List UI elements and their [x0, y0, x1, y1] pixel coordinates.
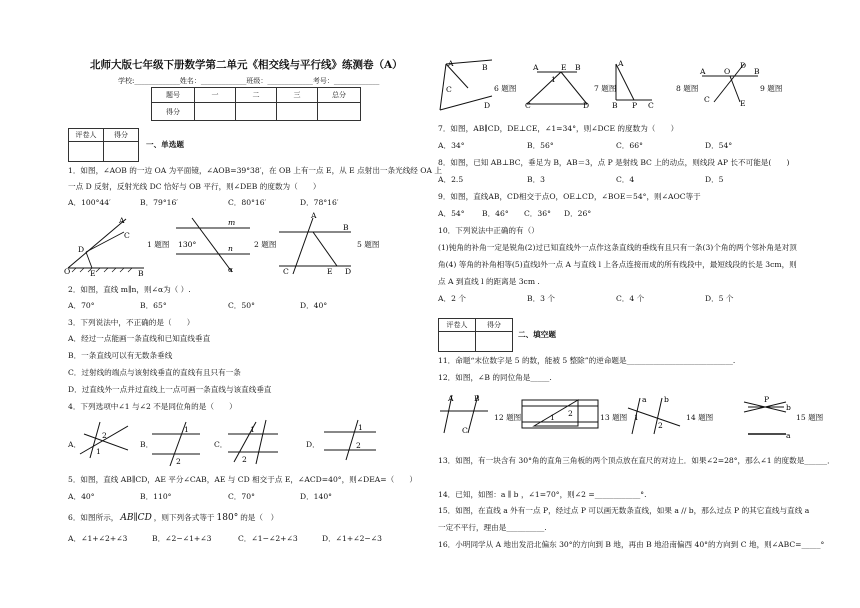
label-a: A [311, 211, 317, 220]
label-c: C [525, 101, 531, 110]
figure-q8 [612, 60, 654, 110]
q10-line3: 点 A 到直线 l 的距离是 3cm . [438, 277, 540, 286]
figure-q5-parallel [275, 211, 353, 276]
grader-table [68, 128, 139, 162]
label-a: A [618, 59, 624, 68]
q4-option-b[interactable]: B． [140, 440, 154, 449]
q4-option-d[interactable]: D． [306, 440, 320, 449]
figure-q14 [628, 394, 682, 438]
q5-option-c[interactable]: C．70° [228, 492, 255, 501]
q2-option-b[interactable]: B．65° [140, 301, 167, 310]
score-table [151, 87, 361, 121]
grader-score-cell[interactable] [104, 142, 139, 162]
q2-option-c[interactable]: C．50° [228, 301, 255, 310]
label-d: D [78, 245, 85, 254]
score-cell[interactable] [318, 103, 361, 121]
angle-2: 2 [568, 409, 573, 418]
angle-1: 1 [96, 447, 101, 456]
q1-option-b[interactable]: B．79°16′ [140, 198, 179, 207]
score-header: 题号 [152, 88, 195, 103]
angle-1: 1 [358, 423, 363, 432]
figure-q2-parallel [172, 216, 252, 276]
score-cell[interactable] [236, 103, 277, 121]
label-e: E [90, 269, 96, 278]
q16-text: 16．小明同学从 A 地出发沿北偏东 30°的方向到 B 地，再由 B 地沿南偏西 40°的方向到 C 地，则∠ABC=_____° [438, 540, 825, 549]
grader-cell[interactable] [439, 332, 476, 352]
q1-text: 1．如图，∠AOB 的一边 OA 为平面镜，∠AOB=39°38′，在 OB 上有一点 E，从 E 点射出一条光线经 OA 上 [68, 166, 443, 175]
q8-option-b[interactable]: B．3 [527, 175, 546, 184]
score-header: 一 [195, 88, 236, 103]
angle-1: 1 [550, 413, 555, 422]
q4-figure-b [152, 420, 202, 468]
q7-option-c[interactable]: C．66° [616, 141, 643, 150]
label-b: B [575, 63, 581, 72]
q6-option-a[interactable]: A．∠1+∠2+∠3 [68, 534, 128, 543]
q6-text [68, 513, 278, 523]
q8-text: 8．如图，已知 AB⊥BC，垂足为 B，AB＝3，点 P 是射线 BC 上的动点，则线段 AP 长不可能是( ) [438, 158, 790, 167]
label-a: A [448, 59, 454, 68]
q11-text: 11．命题“末位数字是 5 的数，能被 5 整除”的逆命题是____________________________. [438, 356, 736, 365]
label-a: A [533, 63, 539, 72]
label-c: C [124, 231, 130, 240]
q8-option-a[interactable]: A．2.5 [438, 175, 464, 184]
q1-option-a[interactable]: A．100°44′ [68, 198, 111, 207]
fig8-caption: 8 题图 [676, 84, 699, 93]
q1-option-c[interactable]: C．80°16′ [228, 198, 267, 207]
figure-q13 [520, 396, 600, 434]
score-header: 二 [236, 88, 277, 103]
figure-q15 [742, 394, 792, 440]
label-a: A [448, 394, 454, 403]
q10-option-b[interactable]: B．3 个 [527, 294, 556, 303]
fig15-caption: 15 题图 [796, 413, 824, 422]
q6-option-d[interactable]: D．∠1+∠2−∠3 [322, 534, 382, 543]
q15-line1: 15．如图，在直线 a 外有一点 P，经过点 P 可以画无数条直线，如果 a // b，那么过点 P 的其它直线与直线 a [438, 506, 810, 515]
angle-1: 1 [634, 413, 639, 422]
q1-option-d[interactable]: D．78°16′ [300, 198, 339, 207]
angle-2: 2 [356, 441, 361, 450]
q2-option-d[interactable]: D．40° [300, 301, 328, 310]
label-line-a: a [786, 431, 791, 440]
q4-option-c[interactable]: C． [214, 440, 228, 449]
q10-option-d[interactable]: D．5 个 [705, 294, 734, 303]
label-b: B [138, 269, 144, 278]
q10-option-c[interactable]: C．4 个 [616, 294, 645, 303]
q13-text: 13．如图，有一块含有 30°角的直角三角板的两个顶点放在直尺的对边上．如果∠2=28°，那么∠1 的度数是______． [438, 456, 835, 465]
q5-option-d[interactable]: D．140° [300, 492, 332, 501]
label-o: O [724, 67, 731, 76]
angle-1: 1 [250, 425, 255, 434]
q5-text: 5．如图，直线 AB∥CD，AE 平分∠CAB，AE 与 CD 相交于点 E，∠ACD=40°，则∠DEA=（ ） [68, 475, 417, 484]
figure-q12 [438, 393, 490, 435]
label-b: B [343, 223, 349, 232]
angle-2: 2 [102, 431, 107, 440]
figure-q6 [438, 58, 494, 114]
section-fill-blank: 二、填空题 [518, 330, 556, 339]
label-a: A [119, 216, 125, 225]
q4-figure-a [80, 420, 130, 460]
q10-option-a[interactable]: A．2 个 [438, 294, 466, 303]
q4-text: 4．下列选项中∠1 与∠2 不是同位角的是（ ） [68, 402, 237, 411]
fig14-caption: 14 题图 [686, 413, 714, 422]
label-130: 130° [178, 240, 197, 249]
fig7-caption: 7 题图 [594, 84, 617, 93]
label-a: A [700, 67, 706, 76]
angle-1: 1 [551, 75, 556, 84]
q4-option-a[interactable]: A． [68, 440, 82, 449]
q7-option-b[interactable]: B．56° [527, 141, 554, 150]
label-c: C [283, 267, 289, 276]
score-cell[interactable] [195, 103, 236, 121]
exam-title: 北师大版七年级下册数学第二单元《相交线与平行线》练测卷（A） [90, 59, 403, 71]
figure-q1-mirror [64, 214, 144, 276]
q6-pre: 6．如图所示， [68, 513, 119, 522]
q7-option-d[interactable]: D．54° [705, 141, 733, 150]
q3-option-a[interactable]: A．经过一点能画一条直线和已知直线垂直 [68, 334, 211, 343]
label-e: E [327, 267, 333, 276]
q3-option-c[interactable]: C．过射线的端点与该射线垂直的直线有且只有一条 [68, 368, 241, 377]
q1-text-2: 一点 D 反射，反射光线 DC 恰好与 OB 平行，则∠DEB 的度数为（ ） [68, 182, 321, 191]
q7-text: 7．如图，AB∥CD，DE⊥CE，∠1=34°，则∠DCE 的度数为（ ） [438, 124, 679, 133]
label-o: O [64, 267, 71, 276]
label-d: D [740, 61, 747, 70]
score-header: 总分 [318, 88, 361, 103]
label-c: C [648, 101, 654, 110]
label-b: B [754, 67, 760, 76]
grader-table-2 [438, 318, 513, 352]
label-d: D [583, 101, 590, 110]
label-b: B [612, 101, 618, 110]
angle-2: 2 [658, 421, 663, 430]
label-d: D [345, 267, 352, 276]
label-b: B [474, 394, 480, 403]
figure-q7 [525, 62, 589, 108]
q8-option-c[interactable]: C．4 [616, 175, 635, 184]
label-d: D [484, 101, 491, 110]
grader-cell[interactable] [69, 142, 104, 162]
label-b: B [482, 63, 488, 72]
label-c: C [446, 85, 452, 94]
q9-option-c[interactable]: C．36° [524, 209, 551, 218]
q3-option-b[interactable]: B．一条直线可以有无数条垂线 [68, 351, 173, 360]
score-header: 三 [277, 88, 318, 103]
q9-text: 9．如图，直线AB，CD相交于点O，OE⊥CD，∠BOE＝54°，则∠AOC等于 [438, 192, 701, 201]
score-row-label: 得分 [152, 103, 195, 121]
q6-option-c[interactable]: C．∠1−∠2+∠3 [238, 534, 298, 543]
q4-figure-c [226, 418, 280, 466]
q10-line2: 角(4) 等角的补角相等(5)直线l外一点 A 与直线 l 上各点连接而成的所有线段中，最短线段的长是 3cm，则 [438, 260, 797, 269]
q6-expr: AB∥CD [120, 513, 152, 523]
grader-score-cell[interactable] [476, 332, 513, 352]
label-n: n [228, 244, 233, 253]
q15-line2: 一定不平行，理由是__________. [438, 523, 547, 532]
label-p: P [632, 101, 638, 110]
fig13-caption: 13 题图 [600, 413, 628, 422]
q3-text: 3．下列说法中，不正确的是（ ） [68, 318, 195, 327]
label-line-a: a [642, 395, 647, 404]
fig12-caption: 12 题图 [494, 413, 522, 422]
angle-1: 1 [184, 425, 189, 434]
fig6-caption: 6 题图 [494, 84, 517, 93]
fig5-caption: 5 题图 [357, 240, 380, 249]
grader-label: 评卷人 [439, 319, 476, 332]
grader-label: 评卷人 [69, 129, 104, 142]
q6-option-b[interactable]: B．∠2−∠1+∠3 [152, 534, 212, 543]
q10-line1: (1)钝角的补角一定是锐角(2)过已知直线外一点作这条直线的垂线有且只有一条(3)个角的两个邻补角是对顶 [438, 243, 797, 252]
fig9-caption: 9 题图 [760, 84, 783, 93]
label-c: C [462, 426, 468, 435]
q2-text: 2．如图，直线 m∥n，则∠α为（ ）. [68, 285, 191, 294]
q6-mid: ，则下列各式等于 [153, 513, 215, 522]
q6-post: 的是（ ） [240, 513, 279, 522]
q2-option-a[interactable]: A．70° [68, 301, 95, 310]
score-label: 得分 [104, 129, 139, 142]
q7-option-a[interactable]: A．34° [438, 141, 465, 150]
label-alpha: α [228, 265, 234, 274]
section-single-choice: 一、单选题 [146, 140, 184, 149]
q4-figure-d [322, 418, 378, 462]
q9-option-d[interactable]: D．26° [564, 209, 592, 218]
label-line-b: b [786, 403, 791, 412]
label-e: E [740, 99, 746, 108]
label-c: C [704, 95, 710, 104]
score-label: 得分 [476, 319, 513, 332]
student-info-line: 学校:_____________姓名：_____________班级：_____________考号：_____________ [118, 77, 380, 85]
q14-text: 14．已知，如图：a ∥ b ，∠1=70°，则∠2 =____________°. [438, 490, 647, 499]
angle-2: 2 [176, 457, 181, 466]
q8-option-d[interactable]: D．5 [705, 175, 724, 184]
label-e: E [561, 63, 567, 72]
figure-q9 [700, 62, 760, 106]
q5-option-a[interactable]: A．40° [68, 492, 95, 501]
q5-option-b[interactable]: B．110° [140, 492, 172, 501]
angle-2: 2 [242, 455, 247, 464]
score-cell[interactable] [277, 103, 318, 121]
q6-deg: 180° [216, 513, 239, 523]
fig2-caption: 2 题图 [254, 240, 277, 249]
q10-text: 10．下列说法中正确的有（） [438, 226, 539, 235]
q9-option-b[interactable]: B．46° [482, 209, 509, 218]
q3-option-d[interactable]: D．过直线外一点并过直线上一点可画一条直线与该直线垂直 [68, 385, 272, 394]
label-m: m [228, 218, 236, 227]
q9-option-a[interactable]: A．54° [438, 209, 465, 218]
q12-text: 12．如图，∠B 的同位角是_____. [438, 373, 552, 382]
label-p: P [764, 395, 770, 404]
label-line-b: b [664, 395, 669, 404]
fig1-caption: 1 题图 [147, 240, 170, 249]
